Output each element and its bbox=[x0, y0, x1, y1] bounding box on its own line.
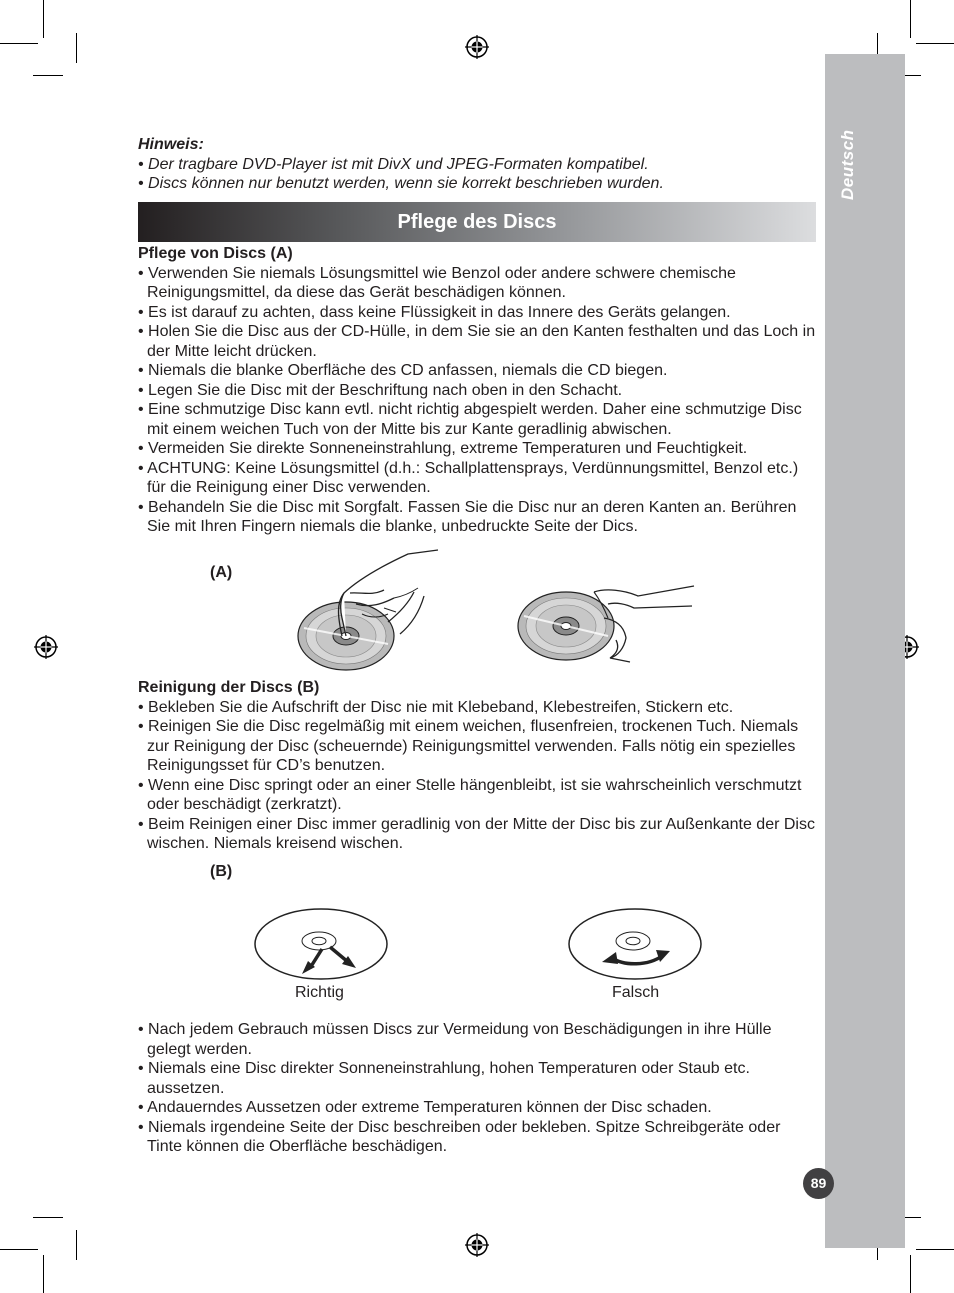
bullet-item: • Beim Reinigen einer Disc immer geradlinig von der Mitte der Disc bis zur Außenkante der Disc wischen. Niemals kreisend wischen. bbox=[138, 815, 815, 852]
section-b-heading: Reinigung der Discs (B) bbox=[138, 679, 320, 696]
bullet-item: • Andauerndes Aussetzen oder extreme Temperaturen können der Disc schaden. bbox=[138, 1099, 712, 1116]
crop-mark bbox=[76, 33, 77, 63]
bullet-item: • Verwenden Sie niemals Lösungsmittel wie Benzol oder andere schwere chemische Reinigungsmittel, da diese das Gerät beschädigen können. bbox=[138, 264, 736, 301]
bullet-item: • Reinigen Sie die Disc regelmäßig mit einem weichen, flusenfreien, trockenen Tuch. Niemals zur Reinigung der Disc (scheuernde) Reinigungsmittel verwenden. Falls nötig ein spezielles Reinigungsset für CD’s benutzen. bbox=[138, 718, 799, 774]
note-line: • Der tragbare DVD-Player ist mit DivX und JPEG-Formaten kompatibel. bbox=[138, 155, 649, 173]
crop-mark bbox=[916, 1249, 954, 1250]
caption-correct: Richtig bbox=[295, 984, 344, 1001]
crop-mark bbox=[33, 75, 63, 76]
crop-mark bbox=[0, 1249, 38, 1250]
crop-mark bbox=[0, 43, 38, 44]
language-label: Deutsch bbox=[838, 129, 857, 200]
section-title: Pflege des Discs bbox=[397, 211, 557, 233]
bullet-item: • Eine schmutzige Disc kann evtl. nicht richtig abgespielt werden. Daher eine schmutzige Disc mit einem weichen Tuch von der Mitte bis zur Kante geradlinig abwischen. bbox=[138, 401, 802, 438]
registration-mark-icon bbox=[465, 35, 489, 59]
hand-pressing-disc-illustration bbox=[290, 548, 460, 673]
crop-mark bbox=[910, 0, 911, 38]
bullet-item: • ACHTUNG: Keine Lösungsmittel (d.h.: Schallplattensprays, Verdünnungsmittel, Benzol etc.) für die Reinigung einer Disc verwenden. bbox=[138, 459, 799, 496]
crop-mark bbox=[76, 1230, 77, 1260]
bullet-item: • Es ist darauf zu achten, dass keine Flüssigkeit in das Innere des Geräts gelangen. bbox=[138, 303, 731, 321]
bullet-item: • Holen Sie die Disc aus der CD-Hülle, in dem Sie sie an den Kanten festhalten und das Loch in der Mitte leicht drücken. bbox=[138, 323, 816, 360]
final-bullets bbox=[138, 1020, 818, 1157]
correct-wiping-disc-icon bbox=[252, 906, 390, 982]
note-title: Hinweis: bbox=[138, 136, 204, 153]
bullet-item: • Nach jedem Gebrauch müssen Discs zur Vermeidung von Beschädigungen in ihre Hülle gelegt werden. bbox=[138, 1021, 772, 1058]
note-line: • Discs können nur benutzt werden, wenn sie korrekt beschrieben wurden. bbox=[138, 175, 664, 192]
crop-mark bbox=[910, 1255, 911, 1293]
crop-mark bbox=[33, 1217, 63, 1218]
bullet-item: • Legen Sie die Disc mit der Beschriftung nach oben in den Schacht. bbox=[138, 381, 623, 399]
section-a bbox=[138, 244, 818, 537]
wrong-wiping-disc-icon bbox=[566, 906, 704, 982]
section-b bbox=[138, 678, 818, 854]
bullet-item: • Bekleben Sie die Aufschrift der Disc nie mit Klebeband, Klebestreifen, Stickern etc. bbox=[138, 698, 734, 716]
bullet-item: • Vermeiden Sie direkte Sonneneinstrahlung, extreme Temperaturen und Feuchtigkeit. bbox=[138, 440, 748, 457]
figure-a-label: (A) bbox=[210, 564, 233, 581]
language-side-tab bbox=[825, 54, 905, 1248]
page-number: 89 bbox=[803, 1168, 834, 1199]
note-block bbox=[138, 135, 664, 194]
section-banner bbox=[138, 202, 816, 242]
registration-mark-icon bbox=[465, 1233, 489, 1257]
bullet-item: • Niemals eine Disc direkter Sonneneinstrahlung, hohen Temperaturen oder Staub etc. aussetzen. bbox=[138, 1060, 750, 1097]
section-a-heading: Pflege von Discs (A) bbox=[138, 245, 293, 262]
bullet-item: • Niemals irgendeine Seite der Disc beschreiben oder bekleben. Spitze Schreibgeräte oder Tinte können die Oberfläche beschädigen. bbox=[138, 1118, 781, 1155]
figure-b-label: (B) bbox=[210, 863, 233, 880]
bullet-item: • Niemals die blanke Oberfläche des CD anfassen, niemals die CD biegen. bbox=[138, 362, 668, 379]
caption-wrong: Falsch bbox=[612, 984, 660, 1001]
crop-mark bbox=[43, 0, 44, 38]
bullet-item: • Behandeln Sie die Disc mit Sorgfalt. Fassen Sie die Disc nur an deren Kanten an. Berühren Sie mit Ihren Fingern niemals die blanke, unbedruckte Seite der Dics. bbox=[138, 498, 797, 535]
bullet-item: • Wenn eine Disc springt oder an einer Stelle hängenbleibt, ist sie wahrscheinlich verschmutzt oder beschädigt (zerkratzt). bbox=[138, 776, 802, 813]
hand-holding-disc-edge-illustration bbox=[512, 578, 702, 668]
crop-mark bbox=[43, 1255, 44, 1293]
crop-mark bbox=[916, 43, 954, 44]
registration-mark-icon bbox=[34, 635, 58, 659]
